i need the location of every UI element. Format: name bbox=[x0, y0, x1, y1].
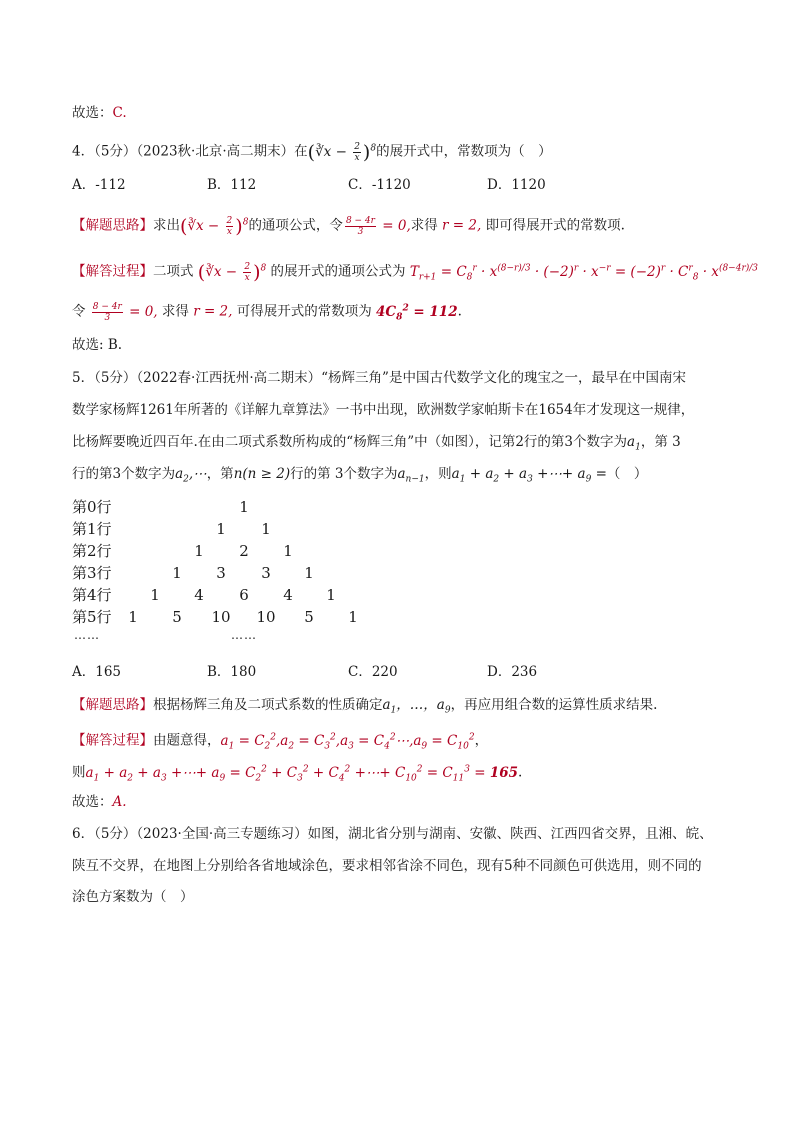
idea-text: 求得 bbox=[410, 217, 438, 234]
triangle-number: 6 bbox=[239, 586, 249, 604]
triangle-number: 1 bbox=[239, 498, 249, 516]
variable-list: $a_1$，…，$a_9$ bbox=[382, 697, 451, 716]
answer-label: 故选: bbox=[72, 337, 104, 353]
q6-stem-line3 bbox=[72, 887, 724, 907]
q5-option-c[interactable]: C．220 bbox=[348, 664, 398, 680]
q4-option-a[interactable]: A．-112 bbox=[72, 177, 126, 193]
equation: $\frac{8 - 4r}{3}$ = 0, bbox=[92, 301, 158, 323]
triangle-number: 1 bbox=[194, 542, 204, 560]
stem-text: 的展开式中，常数项为（ ） bbox=[376, 143, 552, 160]
triangle-number: 1 bbox=[150, 586, 160, 604]
triangle-ellipsis: …… bbox=[231, 628, 257, 642]
sum-equation: $a_1 + a_2 + a_3$ +⋯+ $a_9 = C_2^2 + C_3^2 + C_4^2$ +⋯+ $C_{10}^2 = C_{11}^3 = 165$ bbox=[85, 764, 519, 784]
process-text: 由题意得， bbox=[153, 732, 221, 749]
triangle-ellipsis: …… bbox=[74, 628, 100, 642]
answer-value: A. bbox=[112, 794, 127, 810]
binomial-expression: (∛x − $\frac{2}{x}$ )$^8$ bbox=[180, 215, 249, 237]
triangle-number: 10 bbox=[256, 608, 276, 626]
q6-stem-line2 bbox=[72, 856, 724, 876]
process-text: 令 bbox=[72, 303, 86, 320]
variable-an-1: $a_{n-1}$ bbox=[397, 466, 425, 485]
triangle-row-label: 第1行 bbox=[72, 520, 112, 538]
question-score: （5分） bbox=[94, 143, 137, 160]
triangle-row-label: 第4行 bbox=[72, 586, 112, 604]
triangle-number: 4 bbox=[194, 586, 204, 604]
q5-stem-line3: 比杨辉要晚近四百年.在由二项式系数所构成的“杨辉三角”中（如图），记第2行的第3个数字为$a_1$，第 3 bbox=[72, 434, 681, 453]
general-term-formula: $T_{r+1} = C_8^r \cdot x^{(8-r)/3} \cdot (-2)^r \cdot x^{-r} = (-2)^r \cdot C^r_8 \cdot x^{(8-4r)/3}$ bbox=[409, 263, 759, 283]
q4-idea bbox=[72, 212, 724, 237]
variable-a1: $a_1$ bbox=[627, 434, 641, 453]
q5-option-a[interactable]: A．165 bbox=[72, 664, 122, 680]
triangle-row-label: 第3行 bbox=[72, 564, 112, 582]
idea-tag: 【解题思路】 bbox=[72, 697, 153, 713]
triangle-number: 1 bbox=[326, 586, 336, 604]
q4-answer bbox=[72, 335, 724, 355]
q4-stem bbox=[72, 138, 724, 163]
triangle-row-label: 第0行 bbox=[72, 498, 112, 516]
idea-text: 的通项公式，令 bbox=[248, 217, 343, 234]
q4-option-d[interactable]: D．1120 bbox=[487, 177, 546, 193]
variable-n: n(n ≥ 2) bbox=[233, 466, 291, 482]
process-text: 可得展开式的常数项为 bbox=[236, 303, 372, 320]
answer-value: B. bbox=[107, 337, 123, 353]
stem-text: 如图，湖北省分别与湖南、安徽、陕西、江西四省交界，且湘、皖、 bbox=[307, 826, 713, 842]
question-source: （2023秋·北京·高二期末） bbox=[136, 143, 295, 160]
stem-text: “杨辉三角”是中国古代数学文化的瑰宝之一，最早在中国南宋 bbox=[321, 370, 686, 386]
triangle-number: 1 bbox=[261, 520, 271, 538]
question-number: 6． bbox=[72, 826, 95, 842]
process-text: 则 bbox=[72, 764, 86, 781]
triangle-number: 1 bbox=[283, 542, 293, 560]
triangle-number: 1 bbox=[348, 608, 358, 626]
question-source: （2023·全国·高三专题练习） bbox=[136, 826, 308, 842]
triangle-number: 2 bbox=[239, 542, 249, 560]
q5-idea bbox=[72, 695, 724, 721]
idea-text: ，再应用组合数的运算性质求结果. bbox=[450, 697, 658, 713]
equation: r = 2, bbox=[193, 303, 233, 320]
triangle-number: 1 bbox=[304, 564, 314, 582]
sum-expression: $a_1 + a_2 + a_3$ +⋯+ $a_9$ = bbox=[451, 466, 607, 485]
result-expression: $4C_8^2 = 112$ bbox=[376, 303, 458, 323]
binomial-expression: (∛x − $\frac{2}{x}$ )$^8$ bbox=[307, 141, 377, 163]
stem-text: 在 bbox=[294, 143, 308, 160]
variable-a2: $a_2,\cdots$ bbox=[175, 466, 207, 485]
equation: r = 2, bbox=[442, 217, 482, 234]
q6-stem-line1 bbox=[72, 824, 724, 844]
answer-label: 故选： bbox=[72, 794, 113, 810]
q4-process bbox=[72, 258, 759, 287]
prev-answer-line bbox=[72, 103, 724, 123]
q5-stem-line4: 行的第3个数字为$a_2,\cdots$，第n(n ≥ 2)行的第 3个数字为$a_{n-1}$，则$a_1 + a_2 + a_3$ +⋯+ $a_9$ =（ ） bbox=[72, 466, 648, 485]
stem-text: 数学家杨辉1261年所著的《详解九章算法》一书中出现，欧洲数学家帕斯卡在1654年才发现这一规律， bbox=[72, 402, 695, 418]
binomial-expression: (∛x − $\frac{2}{x}$ )$^8$ bbox=[197, 261, 267, 283]
q5-option-d[interactable]: D．236 bbox=[487, 664, 538, 680]
q4-option-c[interactable]: C．-1120 bbox=[348, 177, 411, 193]
q5-option-b[interactable]: B．180 bbox=[207, 664, 257, 680]
q4-process-line2: 令 $\frac{8 - 4r}{3}$ = 0, 求得 r = 2, 可得展开式的常数项为 $4C_8^2 = 112$. bbox=[72, 301, 462, 323]
idea-text: 根据杨辉三角及二项式系数的性质确定 bbox=[153, 697, 383, 713]
question-number: 4． bbox=[72, 143, 95, 160]
triangle-number: 5 bbox=[172, 608, 182, 626]
triangle-number: 10 bbox=[211, 608, 231, 626]
question-source: （2022春·江西抚州·高二期末） bbox=[136, 370, 322, 386]
idea-text: 求出 bbox=[153, 217, 180, 234]
process-tag: 【解答过程】 bbox=[72, 263, 153, 280]
process-tag: 【解答过程】 bbox=[72, 732, 153, 749]
stem-text: 比杨辉要晚近四百年.在由二项式系数所构成的“杨辉三角”中（如图），记第2行的第3个数字为 bbox=[72, 434, 628, 450]
process-text: 二项式 bbox=[153, 263, 194, 280]
triangle-row-label: 第5行 bbox=[72, 608, 112, 626]
equation: $\frac{8 - 4r}{3}$ = 0, bbox=[345, 215, 411, 237]
answer-value: C. bbox=[112, 105, 127, 121]
answer-label: 故选： bbox=[72, 105, 113, 121]
process-text: 求得 bbox=[161, 303, 189, 320]
stem-text: 涂色方案数为（ ） bbox=[72, 889, 194, 905]
q4-option-b[interactable]: B．112 bbox=[207, 177, 257, 193]
question-score: （5分） bbox=[94, 826, 137, 842]
question-score: （5分） bbox=[94, 370, 137, 386]
process-text: 的展开式的通项公式为 bbox=[270, 263, 406, 280]
q5-stem-line2 bbox=[72, 400, 724, 420]
idea-text: 即可得展开式的常数项. bbox=[485, 217, 625, 234]
triangle-number: 1 bbox=[128, 608, 138, 626]
equation: $a_1 = C_2^2,a_2 = C_3^2,a_3$ = $C_4^2\cdots,a_9 = C_{10}^2$ bbox=[220, 732, 475, 752]
q5-stem-line1 bbox=[72, 368, 724, 388]
stem-text: 行的第3个数字为 bbox=[72, 466, 176, 482]
stem-text: 陕互不交界，在地图上分别给各省地域涂色，要求相邻省涂不同色，现有5种不同颜色可供选用，则不同的 bbox=[72, 858, 702, 874]
q5-process: 【解答过程】由题意得，$a_1 = C_2^2,a_2 = C_3^2,a_3$ = $C_4^2\cdots,a_9 = C_{10}^2$， bbox=[72, 732, 489, 752]
triangle-number: 4 bbox=[283, 586, 293, 604]
triangle-row-label: 第2行 bbox=[72, 542, 112, 560]
idea-tag: 【解题思路】 bbox=[72, 217, 153, 234]
triangle-number: 1 bbox=[216, 520, 226, 538]
question-number: 5． bbox=[72, 370, 95, 386]
triangle-number: 3 bbox=[216, 564, 226, 582]
triangle-number: 1 bbox=[172, 564, 182, 582]
q5-process-line2: 则$a_1 + a_2 + a_3$ +⋯+ $a_9 = C_2^2 + C_3^2 + C_4^2$ +⋯+ $C_{10}^2 = C_{11}^3 = 165$. bbox=[72, 764, 523, 784]
q5-answer bbox=[72, 792, 724, 812]
triangle-number: 5 bbox=[304, 608, 314, 626]
triangle-number: 3 bbox=[261, 564, 271, 582]
